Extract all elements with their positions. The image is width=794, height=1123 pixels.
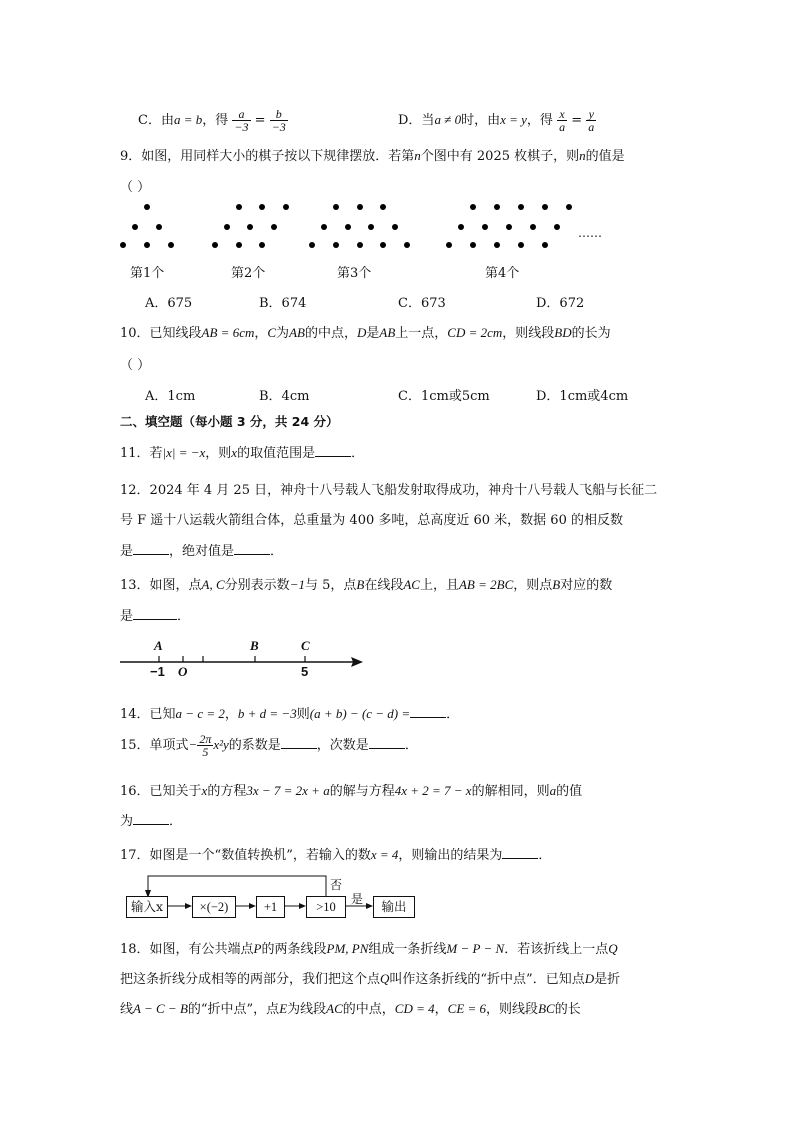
- chess-piece: [357, 204, 363, 210]
- q17: 17．如图是一个“数值转换机”，若输入的数x = 4，则输出的结果为 ．: [120, 847, 552, 863]
- chess-piece: [236, 242, 242, 248]
- chess-piece: [283, 204, 289, 210]
- chess-piece: [321, 224, 327, 230]
- flow-yes-label: 是: [351, 892, 364, 906]
- q9-option-d: D．672: [536, 296, 585, 311]
- chess-piece: [144, 242, 150, 248]
- answer-blank[interactable]: [133, 608, 177, 620]
- chess-piece: [458, 224, 464, 230]
- chess-piece: [470, 242, 476, 248]
- point-a-label: A: [154, 638, 163, 653]
- q15: 15．单项式− $\frac{2\pi}{5}$ x²y的系数是 ，次数是 ．: [120, 732, 418, 759]
- q10-option-d: D．1cm或4cm: [536, 389, 629, 404]
- flow-plus-box: +1: [256, 896, 285, 918]
- flow-output-box: 输出: [373, 896, 415, 918]
- q9-caption-4: 第4个: [485, 266, 520, 281]
- chess-piece: [368, 224, 374, 230]
- chess-piece: [518, 204, 524, 210]
- q9-ellipsis: ……: [578, 226, 602, 240]
- chess-piece: [132, 224, 138, 230]
- chess-piece: [404, 242, 410, 248]
- answer-blank[interactable]: [315, 445, 351, 457]
- answer-blank[interactable]: [410, 706, 446, 718]
- q10-stem: 10．已知线段AB = 6cm，C为AB的中点，D是AB上一点，CD = 2cm，则线段BD的长为: [120, 325, 611, 341]
- q9-paren: （ ）: [120, 180, 151, 195]
- q8-option-c: C．由a = b，得 $\frac{a}{-3}$ = $\frac{b}{-3}$: [138, 107, 286, 134]
- q9-stem: 9．如图，用同样大小的棋子按以下规律摆放．若第n个图中有 2025 枚棋子，则n的值是: [120, 148, 625, 164]
- q16-line2: 为 ．: [120, 814, 183, 829]
- section-title: 二、填空题（每小题 3 分，共 24 分）: [120, 414, 339, 429]
- chess-piece: [259, 242, 265, 248]
- chess-piece: [506, 224, 512, 230]
- q13-line2: 是 ．: [120, 609, 191, 624]
- q10-option-a: A．1cm: [145, 389, 196, 404]
- chess-piece: [345, 224, 351, 230]
- answer-blank[interactable]: [133, 543, 169, 555]
- tick-label-neg1: −1: [150, 664, 165, 679]
- chess-piece: [494, 204, 500, 210]
- chess-piece: [271, 224, 277, 230]
- chess-piece: [144, 204, 150, 210]
- chess-piece: [259, 204, 265, 210]
- q8-option-d: D．当a ≠ 0时，由x = y，得 $\frac{x}{a}$ = $\frac{y}{a}$: [398, 107, 595, 134]
- chess-piece: [309, 242, 315, 248]
- flow-no-label: 否: [330, 878, 343, 892]
- chess-piece: [156, 224, 162, 230]
- q9-caption-2: 第2个: [231, 266, 266, 281]
- chess-piece: [333, 242, 339, 248]
- point-b-label: B: [250, 638, 259, 653]
- q13-line1: 13．如图，点A, C分别表示数−1与 5，点B在线段AC上，且AB = 2BC，则点B对应的数: [120, 577, 613, 593]
- chess-piece: [392, 224, 398, 230]
- chess-piece: [518, 242, 524, 248]
- flow-compare-box: >10: [306, 896, 346, 918]
- chess-piece: [212, 242, 218, 248]
- tick-label-5: 5: [301, 664, 309, 679]
- fraction: $\frac{2\pi}{5}$: [199, 732, 212, 759]
- q10-option-b: B．4cm: [259, 389, 310, 404]
- chess-piece: [554, 224, 560, 230]
- fraction: $\frac{b}{-3}$: [271, 107, 286, 134]
- q18-line2: 把这条折线分成相等的两部分，我们把这个点Q叫作这条折线的“折中点”．已知点D是折: [120, 971, 621, 987]
- chess-piece: [542, 204, 548, 210]
- chess-piece: [446, 242, 452, 248]
- flow-multiply-box: ×(−2): [192, 896, 236, 918]
- fraction: $\frac{x}{a}$: [559, 107, 566, 134]
- chess-piece: [168, 242, 174, 248]
- q18-line3: 线A − C − B的“折中点”，点E为线段AC的中点，CD = 4，CE = 6，则线段BC的长: [120, 1001, 581, 1017]
- chess-piece: [224, 224, 230, 230]
- q9-option-a: A．675: [145, 296, 193, 311]
- chess-piece: [482, 224, 488, 230]
- q12-line2: 号 F 遥十八运载火箭组合体，总重量为 400 多吨，总高度近 60 米，数据 60 的相反数: [120, 513, 623, 528]
- answer-blank[interactable]: [133, 813, 169, 825]
- loop-line: [148, 876, 326, 896]
- chess-piece: [120, 242, 126, 248]
- q9-option-c: C．673: [398, 296, 446, 311]
- q12-line3: 是 ，绝对值是 ．: [120, 544, 284, 559]
- q9-caption-1: 第1个: [130, 266, 165, 281]
- answer-blank[interactable]: [234, 543, 270, 555]
- answer-blank[interactable]: [502, 847, 538, 859]
- q10-paren: （ ）: [120, 358, 151, 373]
- chess-piece: [470, 204, 476, 210]
- chess-piece: [333, 204, 339, 210]
- chess-piece: [247, 224, 253, 230]
- origin-label: O: [178, 664, 188, 679]
- point-c-label: C: [301, 638, 310, 653]
- q10-option-c: C．1cm或5cm: [398, 389, 490, 404]
- q16-line1: 16．已知关于x的方程3x − 7 = 2x + a的解与方程4x + 2 = 7 − x的解相同，则a的值: [120, 783, 583, 799]
- chess-piece: [357, 242, 363, 248]
- fraction: $\frac{a}{-3}$: [234, 107, 249, 134]
- chess-piece: [566, 204, 572, 210]
- chess-piece: [530, 224, 536, 230]
- q9-caption-3: 第3个: [337, 266, 372, 281]
- q14: 14．已知a − c = 2，b + d = −3则(a + b) − (c − d) = ．: [120, 706, 460, 722]
- chess-piece: [494, 242, 500, 248]
- chess-piece: [236, 204, 242, 210]
- answer-blank[interactable]: [369, 737, 405, 749]
- chess-piece: [380, 242, 386, 248]
- answer-blank[interactable]: [281, 737, 317, 749]
- q11: 11．若|x| = −x，则x的取值范围是 ．: [120, 445, 365, 461]
- chess-piece: [542, 242, 548, 248]
- q9-option-b: B．674: [259, 296, 307, 311]
- q12-line1: 12．2024 年 4 月 25 日，神舟十八号载人飞船发射取得成功，神舟十八号载人飞船与长征二: [120, 483, 658, 498]
- chess-piece: [380, 204, 386, 210]
- flow-input-box: 输入x: [126, 896, 168, 918]
- fraction: $\frac{y}{a}$: [588, 107, 595, 134]
- q18-line1: 18．如图，有公共端点P的两条线段PM, PN组成一条折线M − P − N．若该折线上一点Q: [120, 941, 618, 957]
